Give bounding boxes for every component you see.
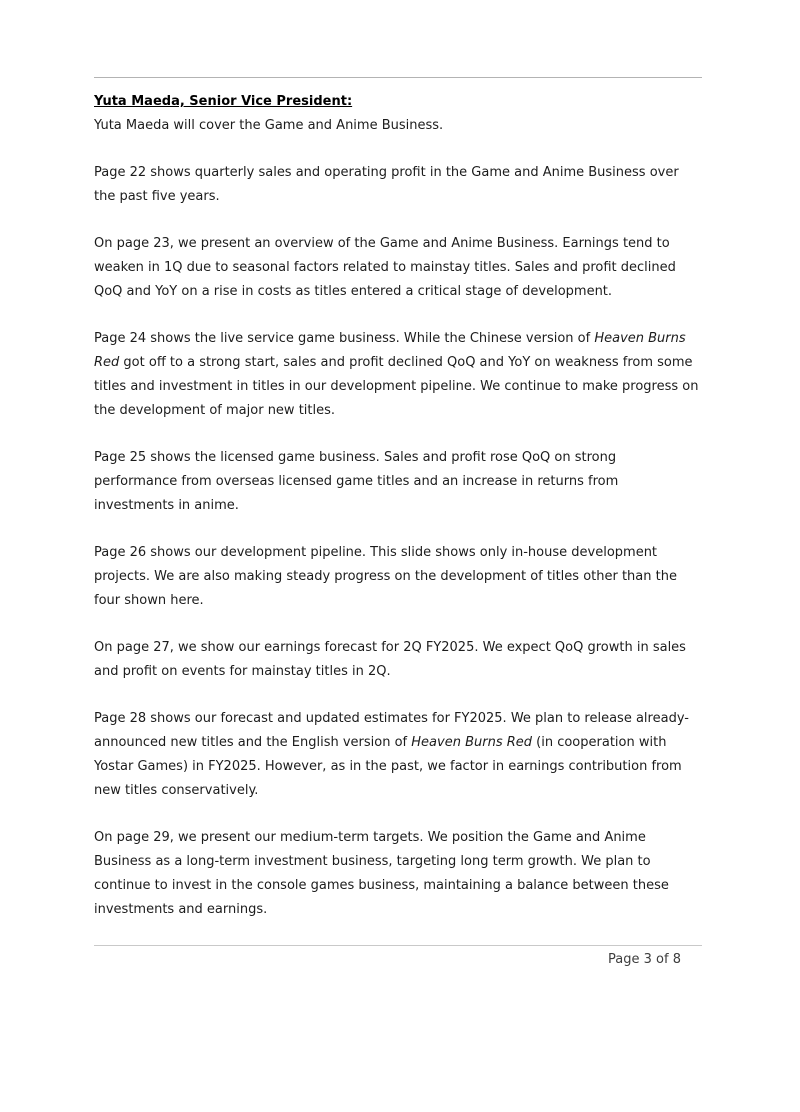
paragraph — [94, 232, 702, 304]
top-divider — [94, 77, 702, 78]
paragraph — [94, 161, 702, 209]
speaker-heading: Yuta Maeda, Senior Vice President: — [94, 94, 353, 109]
paragraph-text: Page 24 shows the live service game business. While the Chinese version of — [94, 331, 595, 346]
paragraph-text: (in cooperation with Yostar Games) in FY2025. However, as in the past, we factor in earnings contribution from new titles conservatively. — [94, 735, 682, 798]
paragraph-text: On page 29, we present our medium-term targets. We position the Game and Anime Business as a long-term investment business, targeting long term growth. We plan to continue to invest in the console games business, maintaining a balance between these investments and earnings. — [94, 830, 669, 917]
paragraph-list — [94, 161, 702, 922]
document-page — [0, 77, 800, 1112]
paragraph-text: got off to a strong start, sales and profit declined QoQ and YoY on weakness from some titles and investment in titles in our development pipeline. We continue to make progress on the development of major new titles. — [94, 355, 699, 418]
italic-title-text: Heaven Burns Red — [411, 735, 533, 750]
paragraph-text: Page 25 shows the licensed game business. Sales and profit rose QoQ on strong performance from overseas licensed game titles and an increase in returns from investments in anime. — [94, 450, 619, 513]
intro-paragraph: Yuta Maeda will cover the Game and Anime Business. — [94, 118, 444, 133]
paragraph-text: On page 27, we show our earnings forecast for 2Q FY2025. We expect QoQ growth in sales and profit on events for mainstay titles in 2Q. — [94, 640, 686, 679]
page-footer — [94, 948, 702, 972]
paragraph — [94, 707, 702, 803]
paragraph — [94, 541, 702, 613]
bottom-divider — [94, 945, 702, 946]
document-content — [94, 77, 702, 972]
paragraph — [94, 636, 702, 684]
paragraph-text: Page 28 shows our forecast and updated estimates for FY2025. We plan to release already-announced new titles and the English version of — [94, 711, 689, 750]
page-number-label: Page 3 of 8 — [608, 952, 681, 967]
paragraph — [94, 327, 702, 423]
italic-title-text: Heaven Burns Red — [94, 331, 686, 370]
paragraph-text: On page 23, we present an overview of the Game and Anime Business. Earnings tend to weaken in 1Q due to seasonal factors related to mainstay titles. Sales and profit declined QoQ and YoY on a rise in costs as titles entered a critical stage of development. — [94, 236, 676, 299]
paragraph-text: Page 22 shows quarterly sales and operating profit in the Game and Anime Business over the past five years. — [94, 165, 679, 204]
paragraph — [94, 826, 702, 922]
paragraph — [94, 446, 702, 518]
paragraph-text: Page 26 shows our development pipeline. This slide shows only in-house development projects. We are also making steady progress on the development of titles other than the four shown here. — [94, 545, 677, 608]
